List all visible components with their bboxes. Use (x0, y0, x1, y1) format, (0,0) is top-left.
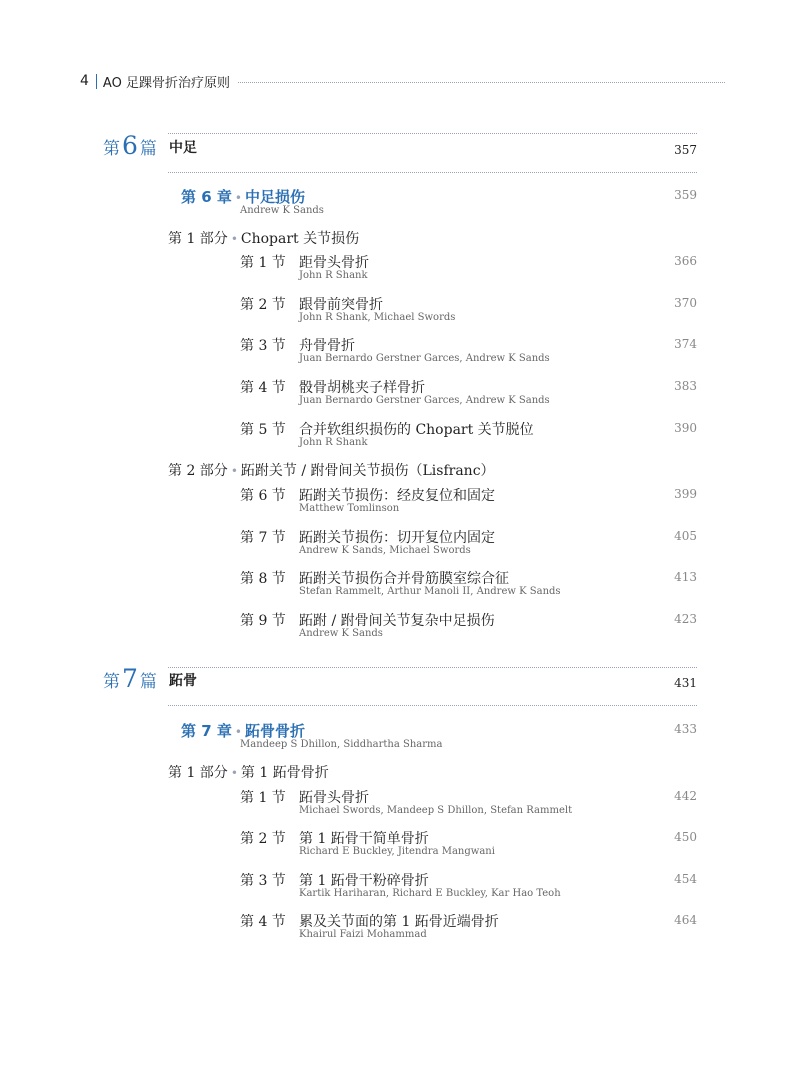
entry-number: 第 7 节 (240, 530, 286, 546)
page-ref: 450 (674, 830, 697, 844)
entry-title: 距骨头骨折 (299, 255, 369, 271)
toc-entry[interactable] (0, 419, 800, 453)
page-ref: 390 (674, 421, 697, 435)
toc-entry[interactable] (0, 377, 800, 411)
entry-title: 第 1 跖骨干粉碎骨折 (299, 873, 429, 889)
toc-entry[interactable] (0, 568, 800, 602)
entry-title: 跖跗关节损伤：切开复位内固定 (299, 530, 495, 546)
toc-entry[interactable] (0, 294, 800, 328)
page-ref: 370 (674, 296, 697, 310)
section-title: 第 1 跖骨骨折 (240, 765, 329, 781)
part-heading[interactable] (0, 664, 800, 699)
part-label: 第7 篇 (103, 664, 157, 693)
chapter-label: 第 7 章 • 跖骨骨折 (181, 722, 305, 740)
toc-entry[interactable] (0, 870, 800, 904)
part-title: 跖骨 (169, 673, 197, 689)
entry-number: 第 4 节 (240, 380, 286, 396)
section-heading: 第 1 部分 • 第 1 跖骨骨折 (168, 765, 329, 781)
entry-author: Stefan Rammelt, Arthur Manoli II, Andrew K Sands (299, 586, 561, 597)
entry-author: John R Shank (299, 270, 368, 281)
entry-number: 第 1 节 (240, 790, 286, 806)
page-ref: 359 (674, 188, 697, 202)
section-heading: 第 1 部分 • Chopart 关节损伤 (168, 231, 360, 247)
page-ref: 374 (674, 337, 697, 351)
toc-entry[interactable] (0, 828, 800, 862)
entry-author: John R Shank (299, 437, 368, 448)
entry-author: Andrew K Sands (299, 628, 383, 639)
entry-number: 第 9 节 (240, 613, 286, 629)
entry-author: John R Shank, Michael Swords (299, 312, 456, 323)
chapter-author: Andrew K Sands (240, 205, 324, 216)
part-rule-top (168, 667, 697, 668)
section-title: Chopart 关节损伤 (240, 231, 360, 247)
entry-title: 跖跗关节损伤：经皮复位和固定 (299, 488, 495, 504)
entry-title: 跖跗 / 跗骨间关节复杂中足损伤 (299, 613, 495, 629)
section-title: 跖跗关节 / 跗骨间关节损伤（Lisfranc） (240, 463, 495, 479)
page-ref: 423 (674, 612, 697, 626)
entry-title: 跖跗关节损伤合并骨筋膜室综合征 (299, 571, 509, 587)
entry-author: Juan Bernardo Gerstner Garces, Andrew K Sands (299, 395, 550, 406)
toc-entry[interactable] (0, 787, 800, 821)
toc-entry[interactable] (0, 527, 800, 561)
entry-number: 第 8 节 (240, 571, 286, 587)
entry-author: Andrew K Sands, Michael Swords (299, 545, 471, 556)
part-rule-bottom (168, 172, 697, 173)
entry-author: Khairul Faizi Mohammad (299, 929, 427, 940)
entry-number: 第 6 节 (240, 488, 286, 504)
page-ref: 405 (674, 529, 697, 543)
entry-number: 第 1 节 (240, 255, 286, 271)
entry-title: 合并软组织损伤的 Chopart 关节脱位 (299, 422, 534, 438)
entry-number: 第 3 节 (240, 338, 286, 354)
entry-number: 第 2 节 (240, 297, 286, 313)
chapter-author: Mandeep S Dhillon, Siddhartha Sharma (240, 739, 443, 750)
toc-entry[interactable] (0, 252, 800, 286)
chapter-heading[interactable] (0, 720, 800, 754)
toc-entry[interactable] (0, 485, 800, 519)
header-divider (96, 74, 97, 89)
page-ref: 383 (674, 379, 697, 393)
entry-author: Michael Swords, Mandeep S Dhillon, Stefan Rammelt (299, 805, 573, 816)
entry-number: 第 2 节 (240, 831, 286, 847)
entry-title: 舟骨骨折 (299, 338, 355, 354)
page-number: 4 (80, 73, 89, 89)
entry-number: 第 5 节 (240, 422, 286, 438)
running-head (80, 70, 725, 92)
part-label: 第6 篇 (103, 131, 157, 160)
entry-number: 第 4 节 (240, 914, 286, 930)
part-rule-bottom (168, 705, 697, 706)
entry-title: 跟骨前突骨折 (299, 297, 383, 313)
page-ref: 431 (674, 676, 697, 690)
toc-entry[interactable] (0, 610, 800, 644)
part-heading[interactable] (0, 131, 800, 166)
page-ref: 357 (674, 143, 697, 157)
entry-author: Juan Bernardo Gerstner Garces, Andrew K Sands (299, 353, 550, 364)
entry-title: 累及关节面的第 1 跖骨近端骨折 (299, 914, 499, 930)
part-title: 中足 (169, 140, 197, 156)
entry-title: 第 1 跖骨干简单骨折 (299, 831, 429, 847)
page-ref: 366 (674, 254, 697, 268)
entry-author: Matthew Tomlinson (299, 503, 400, 514)
toc-entry[interactable] (0, 335, 800, 369)
page-ref: 442 (674, 789, 697, 803)
chapter-heading[interactable] (0, 186, 800, 220)
entry-title: 骰骨胡桃夹子样骨折 (299, 380, 425, 396)
part-rule-top (168, 133, 697, 134)
section-heading: 第 2 部分 • 跖跗关节 / 跗骨间关节损伤（Lisfranc） (168, 463, 495, 479)
toc-entry[interactable] (0, 911, 800, 945)
page-ref: 433 (674, 722, 697, 736)
book-title: AO 足踝骨折治疗原则 (102, 75, 230, 91)
entry-author: Richard E Buckley, Jitendra Mangwani (299, 846, 495, 857)
page-ref: 399 (674, 487, 697, 501)
entry-author: Kartik Hariharan, Richard E Buckley, Kar Hao Teoh (299, 888, 561, 899)
section-label: 第 1 部分 (168, 765, 228, 781)
header-dotted-rule (238, 81, 725, 83)
entry-title: 跖骨头骨折 (299, 790, 369, 806)
page-ref: 464 (674, 913, 697, 927)
page-ref: 454 (674, 872, 697, 886)
entry-number: 第 3 节 (240, 873, 286, 889)
chapter-label: 第 6 章 • 中足损伤 (181, 188, 305, 206)
section-label: 第 2 部分 (168, 463, 228, 479)
section-label: 第 1 部分 (168, 231, 228, 247)
page-ref: 413 (674, 570, 697, 584)
